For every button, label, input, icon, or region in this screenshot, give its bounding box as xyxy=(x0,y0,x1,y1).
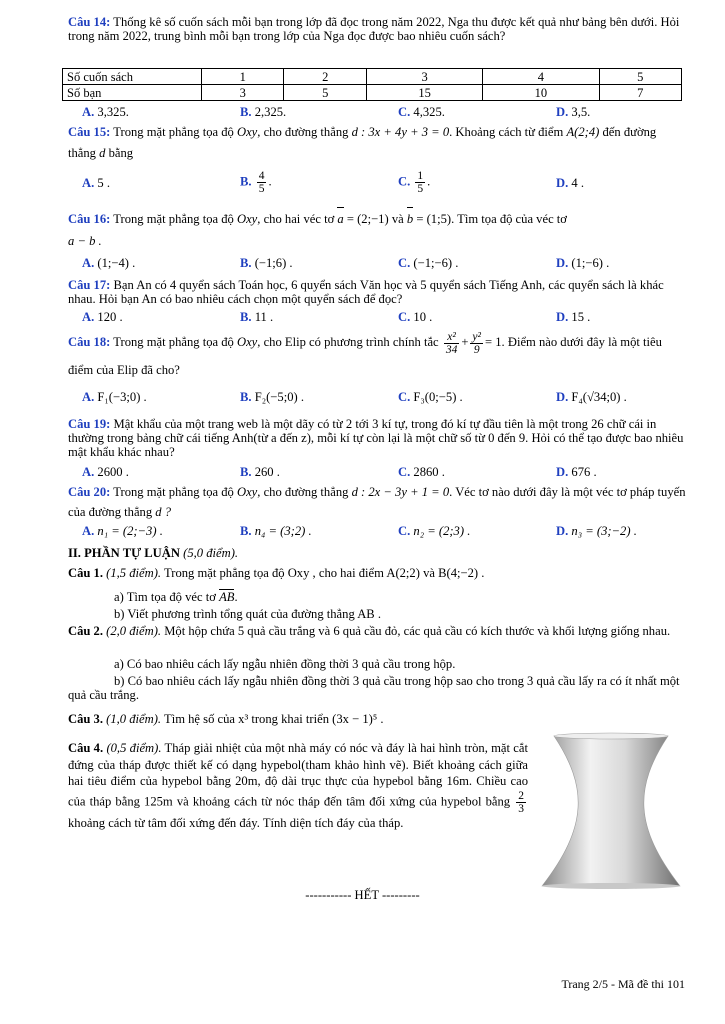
question-17 xyxy=(68,278,686,306)
table-row xyxy=(63,69,682,85)
question-text: b) Viết phương trình tổng quát của đường thẳng AB . xyxy=(114,607,381,621)
vector-difference: a − b . xyxy=(68,234,102,248)
page-footer: Trang 2/5 - Mã đề thi 101 xyxy=(561,977,685,991)
question-text: Tìm hệ số của x³ trong khai triển (3x − 1)⁵ . xyxy=(164,712,384,726)
punctuation: . xyxy=(234,590,238,604)
question-15 xyxy=(68,122,686,164)
question-20 xyxy=(68,482,686,522)
fraction-two-thirds: $\frac{2}{3}$ xyxy=(518,789,524,815)
question-16 xyxy=(68,208,686,252)
option-d[interactable]: D. 3,5. xyxy=(556,105,591,119)
option-c[interactable]: C. F₃(0;−5) . xyxy=(398,390,463,404)
oxy-symbol: Oxy xyxy=(237,125,258,139)
table-row xyxy=(63,85,682,101)
question-label: Câu 16: xyxy=(68,212,111,226)
question-text: . Véc tơ nào dưới đây là một véc tơ pháp tuyến của đường thẳng xyxy=(68,485,686,519)
option-b[interactable]: B. 260 . xyxy=(240,465,280,479)
equals-one: = 1 xyxy=(484,335,502,349)
option-a[interactable]: A. 3,325. xyxy=(82,105,129,119)
question-label: Câu 3. xyxy=(68,712,103,726)
table-cell: 5 xyxy=(599,69,682,85)
question-label: Câu 15: xyxy=(68,125,111,139)
vector-ab: AB xyxy=(219,590,235,604)
question-text: , cho hai véc tơ xyxy=(257,212,335,226)
question-text: , cho đường thẳng xyxy=(257,485,349,499)
q16-options xyxy=(82,256,682,274)
table-cell: Số cuốn sách xyxy=(63,69,202,85)
oxy-symbol: Oxy xyxy=(237,335,258,349)
section-heading: II. PHẦN TỰ LUẬN xyxy=(68,546,180,560)
cooling-tower-image xyxy=(538,732,684,890)
question-text: , cho đường thẳng xyxy=(257,125,349,139)
option-a[interactable]: A. 120 . xyxy=(82,310,123,324)
essay-question-2-b xyxy=(68,674,686,702)
question-text: Mật khẩu của một trang web là một dãy có từ 2 tới 3 kí tự, trong đó kí tự đầu tiên là một trong 26 chữ cái in thường trong bảng chữ cái tiếng Anh(từ a đến z), mỗi kí tự còn lại là một chữ số từ 0 đến 9. Hỏi có thể tạo được bao nhiêu mật khẩu khác nhau? xyxy=(68,417,684,459)
question-label: Câu 19: xyxy=(68,417,111,431)
question-18 xyxy=(68,328,686,384)
essay-question-2-a xyxy=(68,657,674,671)
essay-question-1-b xyxy=(68,607,674,621)
question-text: bằng xyxy=(108,146,134,160)
option-a[interactable]: A. 2600 . xyxy=(82,465,129,479)
question-text: . Điểm nào dưới đây là một tiêu điểm của Elip đã cho? xyxy=(68,335,662,377)
question-label: Câu 4. xyxy=(68,741,104,755)
option-a[interactable]: A. n₁ = (2;−3) . xyxy=(82,524,163,538)
question-text: Trong mặt phẳng tọa độ xyxy=(113,335,234,349)
option-d[interactable]: D. 676 . xyxy=(556,465,597,479)
point-a: A(2;4) xyxy=(566,125,600,139)
q19-options xyxy=(82,465,682,483)
question-text: , cho Elip có phương trình chính tắc xyxy=(257,335,439,349)
option-d[interactable]: D. n₃ = (3;−2) . xyxy=(556,524,637,538)
option-c[interactable]: C. 2860 . xyxy=(398,465,445,479)
q20-options xyxy=(82,524,682,542)
option-c[interactable]: C. n₂ = (2;3) . xyxy=(398,524,471,538)
section-points: (5,0 điểm). xyxy=(183,546,239,560)
line-d: d ? xyxy=(155,505,172,519)
q15-options xyxy=(82,170,682,204)
question-text: a) Tìm tọa độ véc tơ xyxy=(114,590,216,604)
question-label: Câu 2. xyxy=(68,624,103,638)
q18-options xyxy=(82,390,682,408)
table-cell: 5 xyxy=(284,85,366,101)
table-cell: 1 xyxy=(202,69,284,85)
table-cell: 7 xyxy=(599,85,682,101)
question-text: đến đường thẳng xyxy=(68,125,657,160)
end-marker: ----------- HẾT --------- xyxy=(305,888,420,902)
question-points: (1,0 điểm). xyxy=(106,712,162,726)
option-b[interactable]: B. n₄ = (3;2) . xyxy=(240,524,312,538)
option-d[interactable]: D. F₄(√34;0) . xyxy=(556,390,627,404)
question-label: Câu 20: xyxy=(68,485,111,499)
q14-options xyxy=(82,105,682,123)
table-cell: 10 xyxy=(483,85,599,101)
q17-options xyxy=(82,310,682,328)
question-text: Trong mặt phẳng tọa độ Oxy , cho hai điểm A(2;2) và B(4;−2) . xyxy=(164,566,485,580)
question-text: Trong mặt phẳng tọa độ xyxy=(113,212,234,226)
question-text: và xyxy=(391,212,404,226)
essay-question-4 xyxy=(68,740,528,831)
essay-question-3 xyxy=(68,712,686,726)
question-text: Một hộp chứa 5 quả cầu trắng và 6 quả cầu đỏ, các quả cầu có kích thước và khối lượng giống nhau. xyxy=(164,624,671,638)
question-text: Thống kê số cuốn sách mỗi bạn trong lớp đã đọc trong năm 2022, Nga thu được kết quả như bảng bên dưới. Hỏi trong năm 2022, trung bình mỗi bạn trong lớp của Nga đọc được bao nhiêu cuốn sách? xyxy=(68,15,680,43)
option-b[interactable]: B. F₂(−5;0) . xyxy=(240,390,304,404)
question-14 xyxy=(68,15,686,43)
ellipse-term-x: $\frac{\text{x²}}{34}$ xyxy=(445,330,458,356)
table-cell: 3 xyxy=(366,69,482,85)
vector-b: b xyxy=(407,208,413,230)
line-d: d xyxy=(99,146,106,160)
option-b[interactable]: B. 2,325. xyxy=(240,105,287,119)
essay-question-1 xyxy=(68,566,686,580)
option-d[interactable]: D. 15 . xyxy=(556,310,591,324)
line-equation: d : 3x + 4y + 3 = 0 xyxy=(351,125,450,139)
table-cell: 4 xyxy=(483,69,599,85)
question-text: . Tìm tọa độ của véc tơ xyxy=(451,212,567,226)
option-b[interactable]: B. (−1;6) . xyxy=(240,256,293,270)
question-text: a) Có bao nhiêu cách lấy ngẫu nhiên đồng thời 3 quả cầu trong hộp. xyxy=(114,657,456,671)
question-text: Trong mặt phẳng tọa độ xyxy=(113,125,234,139)
option-c[interactable]: C. 10 . xyxy=(398,310,433,324)
question-text: . Khoảng cách từ điểm xyxy=(449,125,564,139)
vector-b-value: = (1;5) xyxy=(416,212,452,226)
question-label: Câu 14: xyxy=(68,15,111,29)
option-a[interactable]: A. 5 . xyxy=(82,176,110,190)
option-d[interactable]: D. 4 . xyxy=(556,176,584,190)
vector-a: a xyxy=(337,208,343,230)
option-d[interactable]: D. (1;−6) . xyxy=(556,256,610,270)
section-title xyxy=(68,546,686,560)
option-a[interactable]: A. (1;−4) . xyxy=(82,256,136,270)
question-points: (0,5 điểm). xyxy=(106,741,162,755)
table-cell: 2 xyxy=(284,69,366,85)
question-19 xyxy=(68,417,686,459)
books-table xyxy=(62,68,682,101)
question-label: Câu 17: xyxy=(68,278,111,292)
option-c[interactable]: C. $\frac{1}{5}$ . xyxy=(398,170,431,195)
essay-question-2 xyxy=(68,624,686,638)
option-b[interactable]: B. 11 . xyxy=(240,310,274,324)
option-a[interactable]: A. F₁(−3;0) . xyxy=(82,390,147,404)
question-text: b) Có bao nhiêu cách lấy ngẫu nhiên đồng thời 3 quả cầu trong hộp sao cho trong 3 quả cầu lấy ra có ít nhất một quả cầu trắng. xyxy=(68,674,680,702)
question-text: Trong mặt phẳng tọa độ xyxy=(113,485,234,499)
table-cell: 3 xyxy=(202,85,284,101)
vector-a-value: = (2;−1) xyxy=(346,212,389,226)
option-b[interactable]: B. $\frac{4}{5}$ . xyxy=(240,170,272,195)
oxy-symbol: Oxy xyxy=(237,212,258,226)
essay-question-1-a xyxy=(68,590,674,604)
question-label: Câu 18: xyxy=(68,335,111,349)
table-cell: Số bạn xyxy=(63,85,202,101)
question-points: (2,0 điểm). xyxy=(106,624,162,638)
option-c[interactable]: C. (−1;−6) . xyxy=(398,256,459,270)
table-cell: 15 xyxy=(366,85,482,101)
question-text: Bạn An có 4 quyển sách Toán học, 6 quyển sách Văn học và 5 quyển sách Tiếng Anh, các quyển sách là khác nhau. Hỏi bạn An có bao nhiêu cách chọn một quyển sách để đọc? xyxy=(68,278,664,306)
ellipse-term-y: $\frac{\text{y²}}{9}$ xyxy=(472,330,481,356)
question-points: (1,5 điểm). xyxy=(106,566,162,580)
option-c[interactable]: C. 4,325. xyxy=(398,105,445,119)
question-text: Tháp giải nhiệt của một nhà máy có nóc và đáy là hai hình tròn, mặt cắt đứng của tháp được thiết kế có dạng hypebol(tham khảo hình vẽ). Biết khoảng cách giữa hai tiêu điểm của hypebol bằng 20m, độ dài trục thực của hypebol bằng 16m. Chiều cao của tháp bằng 125m và khoảng cách từ nóc tháp đến tâm đối xứng của hypebol bằng xyxy=(68,741,528,808)
oxy-symbol: Oxy xyxy=(237,485,258,499)
question-text: khoảng cách từ tâm đối xứng đến đáy. Tính diện tích đáy của tháp. xyxy=(68,815,404,830)
line-equation: d : 2x − 3y + 1 = 0 xyxy=(351,485,450,499)
question-label: Câu 1. xyxy=(68,566,103,580)
plus-sign: + xyxy=(461,335,469,349)
